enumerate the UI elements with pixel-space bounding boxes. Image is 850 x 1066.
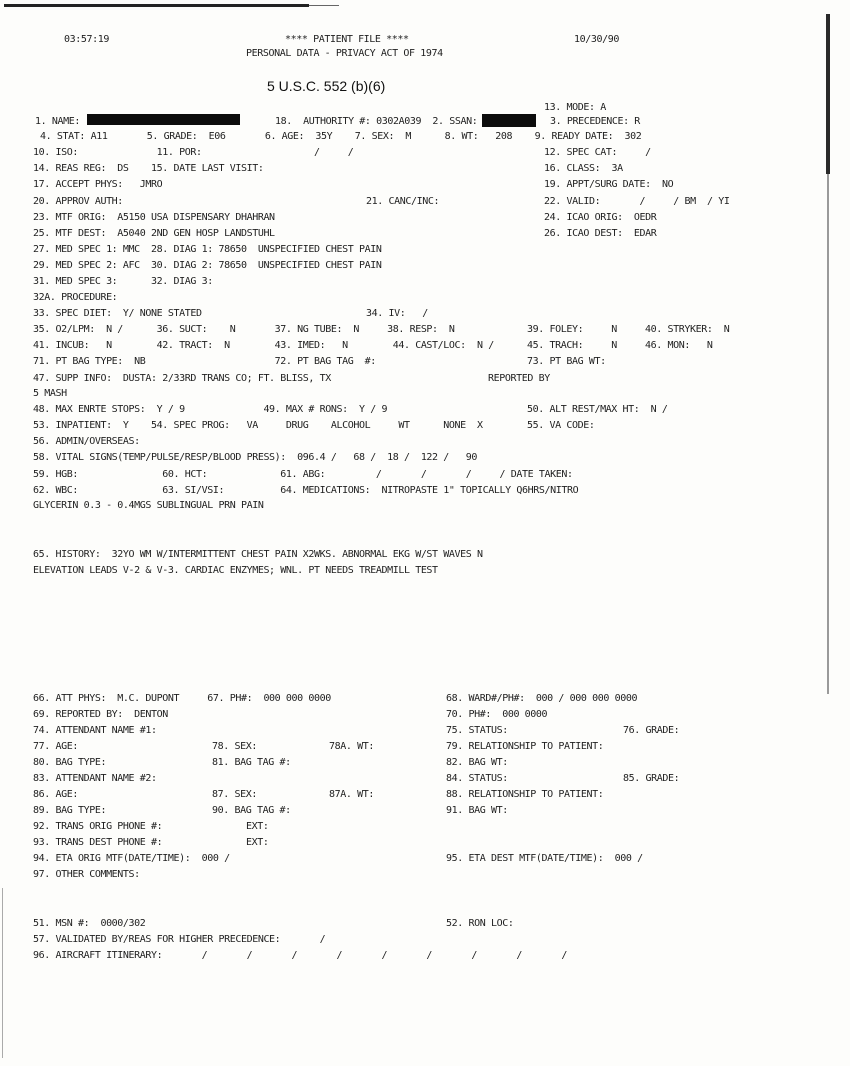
field-bag-wt-2: 91. BAG WT: bbox=[446, 805, 508, 816]
label-reported-by: REPORTED BY bbox=[488, 373, 550, 384]
field-canc-inc: 21. CANC/INC: bbox=[366, 196, 440, 207]
field-wt-2: 87A. WT: bbox=[329, 789, 374, 800]
field-bag-type-1: 80. BAG TYPE: bbox=[33, 757, 107, 768]
history-continued: ELEVATION LEADS V-2 & V-3. CARDIAC ENZYMES; WNL. PT NEEDS TREADMILL TEST bbox=[33, 565, 438, 576]
field-va-code: 55. VA CODE: bbox=[527, 420, 595, 431]
field-bag-tag-1: 81. BAG TAG #: bbox=[212, 757, 291, 768]
row-pt-bag: 71. PT BAG TYPE: NB 72. PT BAG TAG #: bbox=[33, 356, 376, 367]
field-name: 1. NAME: bbox=[35, 116, 80, 127]
row-trach-mon: 45. TRACH: N 46. MON: N bbox=[527, 340, 713, 351]
field-procedure: 32A. PROCEDURE: bbox=[33, 292, 118, 303]
field-trans-dest-phone: 93. TRANS DEST PHONE #: bbox=[33, 837, 163, 848]
field-spec-cat: 12. SPEC CAT: / bbox=[544, 147, 651, 158]
medications-continued: GLYCERIN 0.3 - 0.4MGS SUBLINGUAL PRN PAIN bbox=[33, 500, 264, 511]
supp-info-continued: 5 MASH bbox=[33, 388, 67, 399]
foia-exemption-stamp: 5 U.S.C. 552 (b)(6) bbox=[267, 78, 386, 94]
field-ron-loc: 52. RON LOC: bbox=[446, 918, 514, 929]
row-foley-stryker: 39. FOLEY: N 40. STRYKER: N bbox=[527, 324, 730, 335]
scan-artifact-edge bbox=[2, 888, 3, 1058]
field-attendant-2: 83. ATTENDANT NAME #2: bbox=[33, 773, 157, 784]
row-att-phys: 66. ATT PHYS: M.C. DUPONT 67. PH#: 000 000 0000 bbox=[33, 693, 331, 704]
field-grade-1: 76. GRADE: bbox=[623, 725, 680, 736]
field-status-2: 84. STATUS: bbox=[446, 773, 508, 784]
field-relationship-2: 88. RELATIONSHIP TO PATIENT: bbox=[446, 789, 604, 800]
row-iso-por: 10. ISO: 11. POR: / / bbox=[33, 147, 354, 158]
scan-artifact-edge bbox=[826, 14, 830, 174]
field-mtf-dest: 25. MTF DEST: A5040 2ND GEN HOSP LANDSTUHL bbox=[33, 228, 275, 239]
row-med-spec-2: 29. MED SPEC 2: AFC 30. DIAG 2: 78650 UNSPECIFIED CHEST PAIN bbox=[33, 260, 382, 271]
field-grade-2: 85. GRADE: bbox=[623, 773, 680, 784]
row-med-spec-1: 27. MED SPEC 1: MMC 28. DIAG 1: 78650 UNSPECIFIED CHEST PAIN bbox=[33, 244, 382, 255]
field-eta-dest: 95. ETA DEST MTF(DATE/TIME): 000 / bbox=[446, 853, 643, 864]
field-sex-1: 78. SEX: bbox=[212, 741, 257, 752]
field-icao-dest: 26. ICAO DEST: EDAR bbox=[544, 228, 657, 239]
field-mode: 13. MODE: A bbox=[544, 102, 606, 113]
field-status-1: 75. STATUS: bbox=[446, 725, 508, 736]
field-validated-by: 57. VALIDATED BY/REAS FOR HIGHER PRECEDENCE: / bbox=[33, 934, 326, 945]
field-sex-2: 87. SEX: bbox=[212, 789, 257, 800]
field-reported-by: 69. REPORTED BY: DENTON bbox=[33, 709, 168, 720]
row-hgb-hct-abg: 59. HGB: 60. HCT: 61. ABG: / / / / DATE TAKEN: bbox=[33, 469, 573, 480]
field-history: 65. HISTORY: 32YO WM W/INTERMITTENT CHEST PAIN X2WKS. ABNORMAL EKG W/ST WAVES N bbox=[33, 549, 483, 560]
scan-artifact-top bbox=[4, 4, 309, 7]
document-title: **** PATIENT FILE **** bbox=[285, 34, 409, 45]
row-wbc-medications: 62. WBC: 63. SI/VSI: 64. MEDICATIONS: NITROPASTE 1" TOPICALLY Q6HRS/NITRO bbox=[33, 485, 579, 496]
field-ward-ph: 68. WARD#/PH#: 000 / 000 000 0000 bbox=[446, 693, 638, 704]
field-spec-diet: 33. SPEC DIET: Y/ NONE STATED bbox=[33, 308, 202, 319]
field-trans-orig-ext: EXT: bbox=[246, 821, 269, 832]
row-inpatient-spec-prog: 53. INPATIENT: Y 54. SPEC PROG: VA DRUG ALCOHOL WT NONE X bbox=[33, 420, 483, 431]
row-vital-signs: 58. VITAL SIGNS(TEMP/PULSE/RESP/BLOOD PRESS): 096.4 / 68 / 18 / 122 / 90 bbox=[33, 452, 478, 463]
field-icao-orig: 24. ICAO ORIG: OEDR bbox=[544, 212, 657, 223]
field-authority-ssan: 18. AUTHORITY #: 0302A039 2. SSAN: bbox=[275, 116, 478, 127]
field-aircraft-itinerary: 96. AIRCRAFT ITINERARY: / / / / / / / / / bbox=[33, 950, 567, 961]
field-bag-type-2: 89. BAG TYPE: bbox=[33, 805, 107, 816]
field-msn: 51. MSN #: 0000/302 bbox=[33, 918, 146, 929]
field-iv: 34. IV: / bbox=[366, 308, 428, 319]
field-valid: 22. VALID: / / BM / YI bbox=[544, 196, 730, 207]
print-date: 10/30/90 bbox=[574, 34, 619, 45]
print-time: 03:57:19 bbox=[64, 34, 109, 45]
field-appt-surg-date: 19. APPT/SURG DATE: NO bbox=[544, 179, 674, 190]
row-incub-tract-imed-cast: 41. INCUB: N 42. TRACT: N 43. IMED: N 44. CAST/LOC: N / bbox=[33, 340, 494, 351]
row-reas-reg: 14. REAS REG: DS 15. DATE LAST VISIT: bbox=[33, 163, 264, 174]
field-age-1: 77. AGE: bbox=[33, 741, 78, 752]
row-stat-grade-age: 4. STAT: A11 5. GRADE: E06 6. AGE: 35Y 7. SEX: M 8. WT: 208 9. READY DATE: 302 bbox=[40, 131, 642, 142]
field-relationship-1: 79. RELATIONSHIP TO PATIENT: bbox=[446, 741, 604, 752]
scan-artifact-edge bbox=[827, 174, 829, 694]
row-o2-suct-ng-resp: 35. O2/LPM: N / 36. SUCT: N 37. NG TUBE: N 38. RESP: N bbox=[33, 324, 455, 335]
field-accept-phys: 17. ACCEPT PHYS: JMRO bbox=[33, 179, 163, 190]
redaction-name bbox=[87, 114, 240, 125]
field-ph: 70. PH#: 000 0000 bbox=[446, 709, 548, 720]
field-trans-orig-phone: 92. TRANS ORIG PHONE #: bbox=[33, 821, 163, 832]
row-med-spec-3: 31. MED SPEC 3: 32. DIAG 3: bbox=[33, 276, 213, 287]
document-subtitle: PERSONAL DATA - PRIVACY ACT OF 1974 bbox=[246, 48, 443, 59]
field-alt-rest: 50. ALT REST/MAX HT: N / bbox=[527, 404, 668, 415]
field-precedence: 3. PRECEDENCE: R bbox=[550, 116, 640, 127]
redaction-ssan bbox=[482, 114, 536, 127]
field-pt-bag-wt: 73. PT BAG WT: bbox=[527, 356, 606, 367]
scan-artifact-top bbox=[309, 5, 339, 6]
field-wt-1: 78A. WT: bbox=[329, 741, 374, 752]
row-max-enrte-stops: 48. MAX ENRTE STOPS: Y / 9 49. MAX # RONS: Y / 9 bbox=[33, 404, 388, 415]
field-bag-wt-1: 82. BAG WT: bbox=[446, 757, 508, 768]
field-attendant-1: 74. ATTENDANT NAME #1: bbox=[33, 725, 157, 736]
field-admin-overseas: 56. ADMIN/OVERSEAS: bbox=[33, 436, 140, 447]
field-age-2: 86. AGE: bbox=[33, 789, 78, 800]
field-class: 16. CLASS: 3A bbox=[544, 163, 623, 174]
field-other-comments: 97. OTHER COMMENTS: bbox=[33, 869, 140, 880]
field-supp-info: 47. SUPP INFO: DUSTA: 2/33RD TRANS CO; FT. BLISS, TX bbox=[33, 373, 331, 384]
field-approv-auth: 20. APPROV AUTH: bbox=[33, 196, 123, 207]
field-bag-tag-2: 90. BAG TAG #: bbox=[212, 805, 291, 816]
field-eta-orig: 94. ETA ORIG MTF(DATE/TIME): 000 / bbox=[33, 853, 230, 864]
field-mtf-orig: 23. MTF ORIG: A5150 USA DISPENSARY DHAHRAN bbox=[33, 212, 275, 223]
field-trans-dest-ext: EXT: bbox=[246, 837, 269, 848]
